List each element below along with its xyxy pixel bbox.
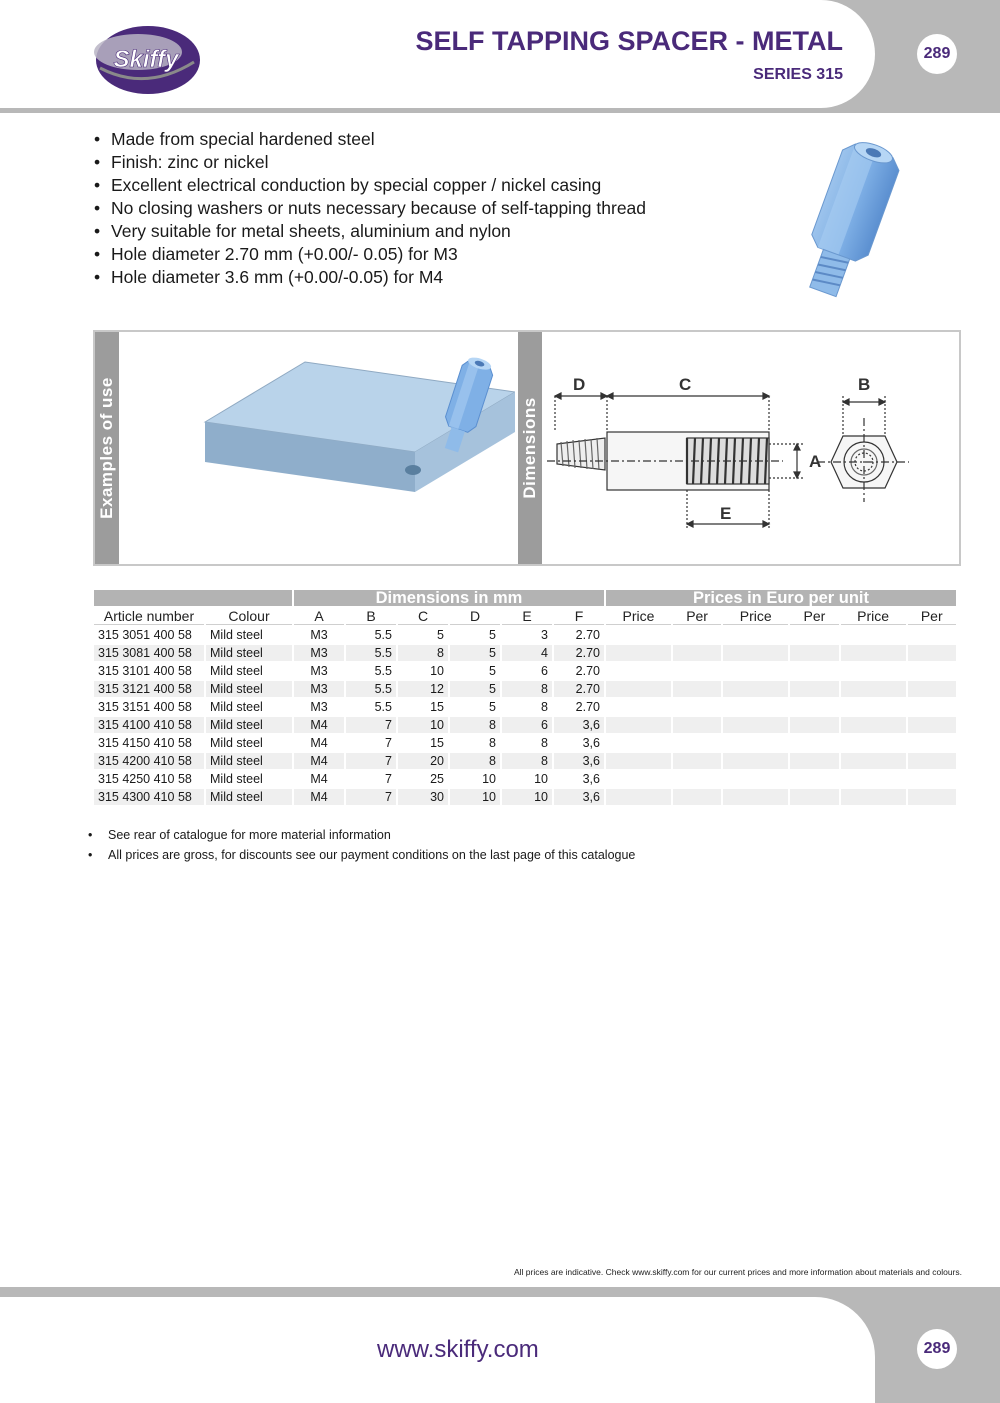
price-cell [723, 735, 788, 751]
table-cell: 6 [502, 717, 552, 733]
table-cell: 8 [398, 645, 448, 661]
table-cell: 5.5 [346, 627, 396, 643]
price-cell [908, 717, 957, 733]
price-cell [841, 735, 906, 751]
price-cell [673, 735, 721, 751]
table-cell: 315 3151 400 58 [94, 699, 204, 715]
price-cell [723, 699, 788, 715]
spec-table [92, 588, 958, 807]
table-cell: 2.70 [554, 645, 604, 661]
price-cell [723, 771, 788, 787]
prices-group-header: Prices in Euro per unit [606, 590, 956, 606]
table-cell: 315 4150 410 58 [94, 735, 204, 751]
table-cell: 5 [450, 681, 500, 697]
table-cell: 8 [502, 735, 552, 751]
table-cell: 315 3051 400 58 [94, 627, 204, 643]
column-header: B [346, 608, 396, 625]
column-header: Colour [206, 608, 292, 625]
table-cell: Mild steel [206, 699, 292, 715]
notes-list [88, 825, 635, 865]
column-header: Per [673, 608, 721, 625]
column-header: Price [723, 608, 788, 625]
table-cell: M4 [294, 753, 344, 769]
price-cell [790, 789, 838, 805]
column-header: Price [606, 608, 671, 625]
price-cell [606, 663, 671, 679]
label-a: A [809, 452, 822, 471]
table-cell: 3,6 [554, 753, 604, 769]
table-cell: 2.70 [554, 663, 604, 679]
price-cell [841, 645, 906, 661]
price-cell [723, 717, 788, 733]
table-cell: 3,6 [554, 717, 604, 733]
table-row [94, 717, 956, 733]
table-column-header [94, 608, 956, 625]
price-cell [673, 645, 721, 661]
label-d: D [573, 375, 586, 394]
price-cell [606, 789, 671, 805]
column-header: Per [908, 608, 957, 625]
table-cell: 2.70 [554, 627, 604, 643]
table-cell: 5 [450, 699, 500, 715]
table-cell: 10 [398, 717, 448, 733]
table-cell: 30 [398, 789, 448, 805]
price-cell [606, 753, 671, 769]
price-cell [908, 699, 957, 715]
price-cell [790, 771, 838, 787]
table-cell: 3,6 [554, 771, 604, 787]
note-item: • See rear of catalogue for more material information [88, 825, 635, 845]
table-cell: 315 4300 410 58 [94, 789, 204, 805]
feature-item: • Very suitable for metal sheets, aluminium and nylon [92, 220, 646, 243]
price-cell [723, 663, 788, 679]
column-header: A [294, 608, 344, 625]
column-header: Article number [94, 608, 204, 625]
table-cell: 7 [346, 753, 396, 769]
price-cell [723, 645, 788, 661]
column-header: C [398, 608, 448, 625]
table-cell: 5 [450, 663, 500, 679]
label-c: C [679, 375, 692, 394]
price-cell [790, 645, 838, 661]
price-cell [908, 663, 957, 679]
price-cell [673, 699, 721, 715]
table-cell: M4 [294, 789, 344, 805]
column-header: E [502, 608, 552, 625]
table-cell: Mild steel [206, 663, 292, 679]
table-cell: 10 [502, 789, 552, 805]
price-cell [723, 681, 788, 697]
table-cell: M4 [294, 717, 344, 733]
table-body [94, 627, 956, 805]
table-cell: M3 [294, 699, 344, 715]
table-cell: Mild steel [206, 789, 292, 805]
price-cell [673, 681, 721, 697]
price-cell [790, 753, 838, 769]
table-cell: 5 [450, 627, 500, 643]
table-cell: 7 [346, 735, 396, 751]
price-cell [841, 771, 906, 787]
column-header: Price [841, 608, 906, 625]
table-cell: 5 [450, 645, 500, 661]
table-cell: 10 [398, 663, 448, 679]
table-cell: 10 [450, 789, 500, 805]
table-cell: 7 [346, 771, 396, 787]
price-cell [673, 627, 721, 643]
table-row [94, 789, 956, 805]
price-cell [841, 699, 906, 715]
table-cell: M4 [294, 735, 344, 751]
price-cell [606, 645, 671, 661]
table-cell: M4 [294, 771, 344, 787]
price-cell [841, 681, 906, 697]
price-cell [841, 627, 906, 643]
price-cell [908, 753, 957, 769]
dimensions-label: Dimensions [520, 397, 539, 499]
note-item: • All prices are gross, for discounts see our payment conditions on the last page of this catalogue [88, 845, 635, 865]
table-cell: 8 [450, 717, 500, 733]
price-cell [908, 681, 957, 697]
price-cell [841, 753, 906, 769]
page-number-badge: 289 [917, 34, 957, 74]
table-cell: Mild steel [206, 627, 292, 643]
table-cell: 15 [398, 699, 448, 715]
table-row [94, 663, 956, 679]
table-cell: 5.5 [346, 645, 396, 661]
examples-dimensions-panel [93, 330, 961, 566]
table-cell: 20 [398, 753, 448, 769]
column-header: Per [790, 608, 838, 625]
price-cell [908, 645, 957, 661]
dimensions-label-bar [518, 332, 542, 564]
price-cell [790, 681, 838, 697]
price-cell [790, 699, 838, 715]
price-disclaimer: All prices are indicative. Check www.skiffy.com for our current prices and more information about materials and colours. [513, 1267, 962, 1277]
table-cell: 8 [450, 735, 500, 751]
feature-list [92, 128, 646, 289]
price-cell [908, 789, 957, 805]
feature-item: • Finish: zinc or nickel [92, 151, 646, 174]
table-cell: 3 [502, 627, 552, 643]
price-cell [908, 735, 957, 751]
price-cell [673, 663, 721, 679]
price-cell [790, 717, 838, 733]
table-row [94, 699, 956, 715]
price-cell [841, 789, 906, 805]
feature-item: • Excellent electrical conduction by special copper / nickel casing [92, 174, 646, 197]
price-cell [673, 771, 721, 787]
feature-item: • Hole diameter 3.6 mm (+0.00/-0.05) for M4 [92, 266, 646, 289]
table-cell: 5.5 [346, 699, 396, 715]
table-cell: 7 [346, 717, 396, 733]
column-header: F [554, 608, 604, 625]
table-cell: 315 4200 410 58 [94, 753, 204, 769]
table-cell: M3 [294, 645, 344, 661]
table-cell: 10 [450, 771, 500, 787]
examples-label-bar [95, 332, 119, 564]
table-cell: 8 [502, 681, 552, 697]
table-cell: Mild steel [206, 717, 292, 733]
price-cell [790, 663, 838, 679]
table-cell: 2.70 [554, 681, 604, 697]
label-e: E [720, 504, 732, 523]
price-cell [723, 627, 788, 643]
table-cell: 3,6 [554, 789, 604, 805]
table-cell: 315 4100 410 58 [94, 717, 204, 733]
table-cell: 315 4250 410 58 [94, 771, 204, 787]
price-cell [673, 789, 721, 805]
website-link[interactable]: www.skiffy.com [377, 1336, 539, 1363]
feature-item: • Made from special hardened steel [92, 128, 646, 151]
table-cell: 2.70 [554, 699, 604, 715]
table-cell: Mild steel [206, 645, 292, 661]
price-cell [606, 627, 671, 643]
price-cell [606, 735, 671, 751]
dimensions-group-header: Dimensions in mm [294, 590, 604, 606]
table-cell: 8 [450, 753, 500, 769]
table-row [94, 771, 956, 787]
table-row [94, 753, 956, 769]
table-row [94, 735, 956, 751]
price-cell [908, 771, 957, 787]
table-cell: Mild steel [206, 771, 292, 787]
price-cell [841, 717, 906, 733]
table-cell: 12 [398, 681, 448, 697]
table-cell: Mild steel [206, 735, 292, 751]
spacer-product-image [768, 128, 940, 308]
table-cell: 5 [398, 627, 448, 643]
skiffy-logo [90, 22, 202, 98]
price-cell [673, 717, 721, 733]
price-cell [723, 753, 788, 769]
label-b: B [858, 375, 871, 394]
price-cell [790, 627, 838, 643]
blank-group-header [94, 590, 292, 606]
table-cell: 315 3081 400 58 [94, 645, 204, 661]
table-cell: 5.5 [346, 681, 396, 697]
dimensions-drawing [547, 352, 957, 542]
price-cell [606, 717, 671, 733]
examples-label: Examples of use [97, 377, 116, 519]
table-cell: 10 [502, 771, 552, 787]
table-group-header [94, 590, 956, 606]
table-cell: 5.5 [346, 663, 396, 679]
footer-page-number-badge: 289 [917, 1329, 957, 1369]
feature-item: • No closing washers or nuts necessary because of self-tapping thread [92, 197, 646, 220]
feature-item: • Hole diameter 2.70 mm (+0.00/- 0.05) for M3 [92, 243, 646, 266]
example-of-use-image [175, 342, 515, 552]
table-cell: 315 3101 400 58 [94, 663, 204, 679]
price-cell [841, 663, 906, 679]
price-cell [606, 699, 671, 715]
price-cell [908, 627, 957, 643]
table-cell: 3,6 [554, 735, 604, 751]
price-cell [606, 681, 671, 697]
price-cell [790, 735, 838, 751]
table-cell: 8 [502, 699, 552, 715]
price-cell [673, 753, 721, 769]
table-cell: Mild steel [206, 753, 292, 769]
series-label: SERIES 315 [753, 66, 843, 83]
table-cell: 315 3121 400 58 [94, 681, 204, 697]
table-cell: 15 [398, 735, 448, 751]
table-cell: 6 [502, 663, 552, 679]
table-cell: M3 [294, 627, 344, 643]
table-cell: M3 [294, 681, 344, 697]
table-row [94, 681, 956, 697]
table-row [94, 627, 956, 643]
page-title: SELF TAPPING SPACER - METAL [415, 26, 843, 56]
table-cell: 7 [346, 789, 396, 805]
svg-text:Skiffy: Skiffy [113, 46, 179, 73]
table-cell: 25 [398, 771, 448, 787]
table-cell: 8 [502, 753, 552, 769]
table-row [94, 645, 956, 661]
price-cell [723, 789, 788, 805]
table-cell: M3 [294, 663, 344, 679]
table-cell: Mild steel [206, 681, 292, 697]
column-header: D [450, 608, 500, 625]
price-cell [606, 771, 671, 787]
table-cell: 4 [502, 645, 552, 661]
